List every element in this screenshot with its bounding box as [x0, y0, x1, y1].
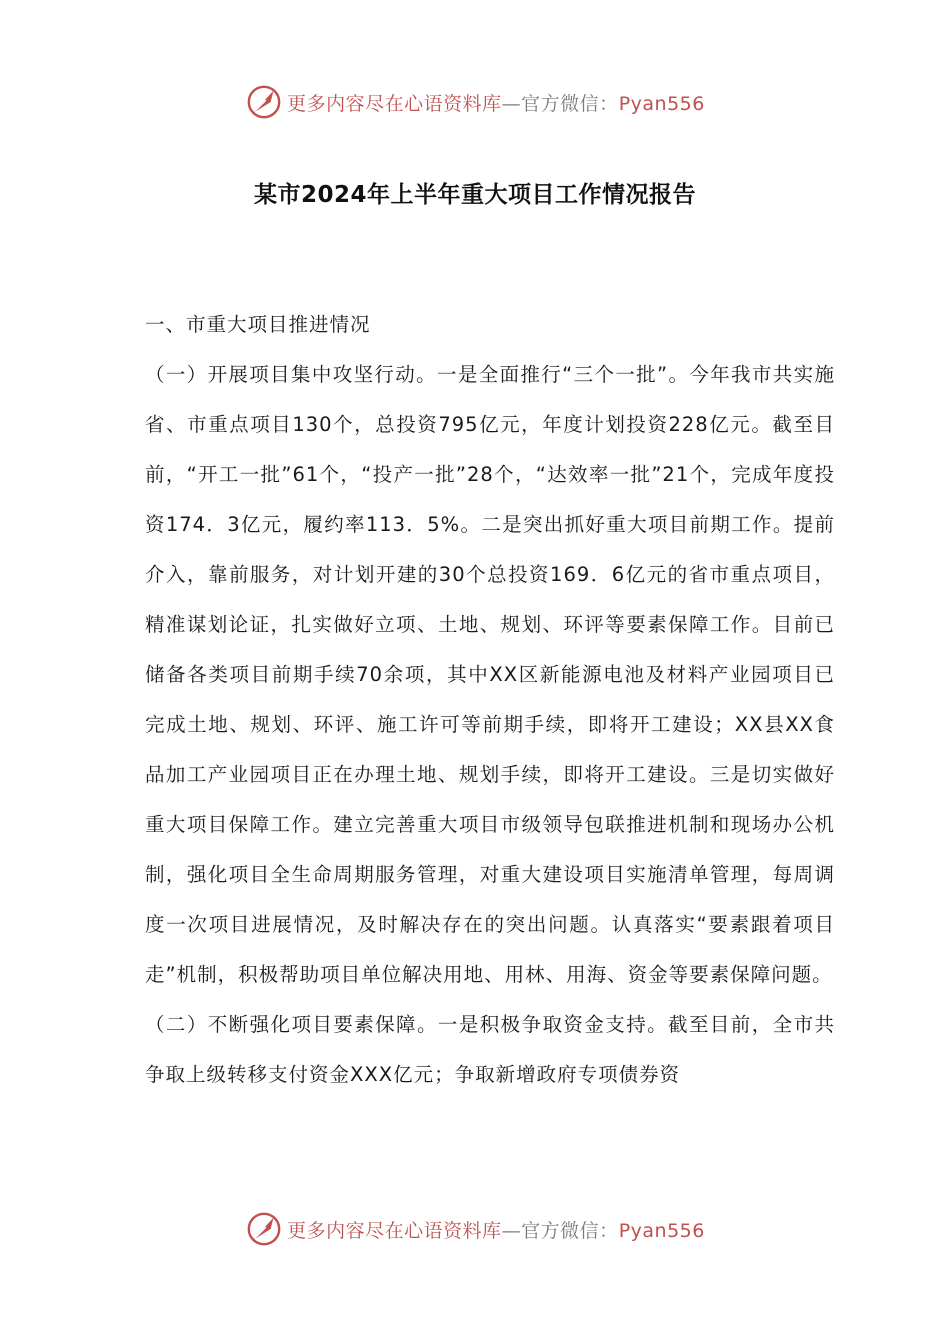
quill-logo-icon: [245, 83, 283, 121]
paragraph: （二）不断强化项目要素保障。一是积极争取资金支持。截至目前，全市共争取上级转移支付资金XXX亿元；争取新增政府专项债券资: [145, 1013, 835, 1086]
quill-logo-icon: [245, 1210, 283, 1248]
footer-watermark-text: [287, 1216, 705, 1243]
header-wechat-id: Pyan556: [618, 92, 705, 115]
document-body: [145, 300, 835, 1100]
section-heading: 一、市重大项目推进情况: [145, 313, 371, 336]
header-separator: —官方微信：: [501, 92, 619, 115]
footer-site-name: 更多内容尽在心语资料库: [287, 1219, 502, 1242]
footer-wechat-id: Pyan556: [618, 1219, 705, 1242]
header-site-name: 更多内容尽在心语资料库: [287, 92, 502, 115]
header-watermark-banner: [0, 80, 950, 124]
header-watermark-text: [287, 89, 705, 116]
footer-watermark-banner: [0, 1207, 950, 1251]
paragraph: （一）开展项目集中攻坚行动。一是全面推行“三个一批”。今年我市共实施省、市重点项目130个，总投资795亿元，年度计划投资228亿元。截至目前，“开工一批”61个，“投产一批”28个，“达效率一批”21个，完成年度投资174．3亿元，履约率113．5%。二是突出抓好重大项目前期工作。提前介入，靠前服务，对计划开建的30个总投资169．6亿元的省市重点项目，精准谋划论证，扎实做好立项、土地、规划、环评等要素保障工作。目前已储备各类项目前期手续70余项，其中XX区新能源电池及材料产业园项目已完成土地、规划、环评、施工许可等前期手续，即将开工建设；XX县XX食品加工产业园项目正在办理土地、规划手续，即将开工建设。三是切实做好重大项目保障工作。建立完善重大项目市级领导包联推进机制和现场办公机制，强化项目全生命周期服务管理，对重大建设项目实施清单管理，每周调度一次项目进展情况，及时解决存在的突出问题。认真落实“要素跟着项目走”机制，积极帮助项目单位解决用地、用林、用海、资金等要素保障问题。: [145, 363, 835, 986]
document-title: 某市2024年上半年重大项目工作情况报告: [253, 182, 696, 208]
footer-separator: —官方微信：: [501, 1219, 619, 1242]
